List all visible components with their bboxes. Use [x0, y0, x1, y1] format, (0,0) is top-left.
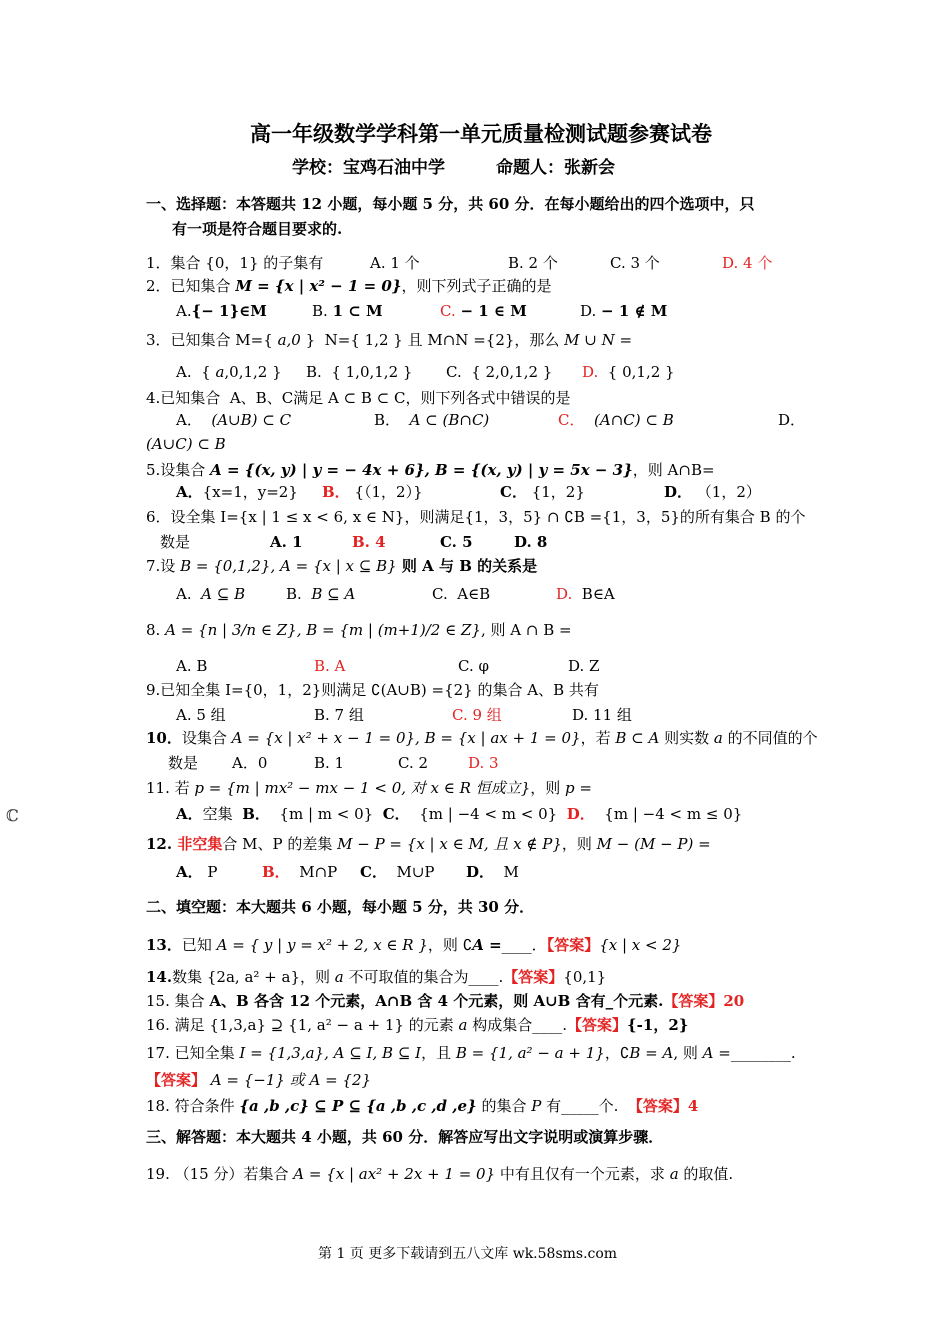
text-run: (A∪C) ⊂ B [146, 435, 226, 453]
text-run: , 则 A ∩ B = [480, 621, 572, 639]
text-line [146, 556, 537, 576]
text-line [360, 862, 435, 882]
text-run: 非空集 [177, 835, 223, 853]
text-run [584, 411, 594, 429]
text-run: A = [472, 936, 502, 954]
text-run: 的不同值的个 [722, 729, 818, 747]
text-run: C． [382, 805, 410, 823]
text-run: 有一项是符合题目要求的. [172, 220, 343, 238]
text-line [146, 728, 818, 748]
text-run: ，则下列式子正确的是 [401, 277, 552, 295]
text-line [146, 388, 571, 408]
text-run: 11. 若 [146, 779, 195, 797]
text-run: A = { y | y = x² + 2, x ∈ R } [216, 936, 428, 954]
text-line [232, 753, 267, 773]
text-run: 已知 [181, 936, 217, 954]
text-run: = [574, 779, 592, 797]
text-line [352, 532, 386, 552]
text-run: 【答案】 [146, 1071, 207, 1089]
text-run: D. [556, 585, 573, 603]
text-run: ，则 ∁ [427, 936, 473, 954]
text-run: 14. [146, 968, 173, 986]
text-run: B． [322, 483, 350, 501]
text-run: B. [286, 585, 312, 603]
text-run: A ⊂ (B∩C) [409, 411, 490, 429]
text-line [146, 507, 805, 527]
text-run: p = {m | mx² − mx − 1 < 0, 对 x ∈ R 恒成立} [194, 779, 531, 797]
text-run: D. 11 组 [572, 706, 632, 724]
text-run: D. Z [568, 657, 600, 675]
text-run: (A∪B) ⊂ C [211, 411, 292, 429]
text-line [146, 620, 572, 640]
text-line [580, 301, 667, 321]
text-line [146, 253, 323, 273]
text-run: M = {x | x² − 1 = 0} [235, 277, 402, 295]
text-run: {1，2} [526, 483, 585, 501]
text-run: 不可取值的集合为____. [343, 968, 504, 986]
text-run: 1．集合 {0，1} 的子集有 [146, 254, 324, 272]
text-run: B. [312, 302, 333, 320]
text-run: ，∁ [604, 1044, 630, 1062]
text-run: B． [242, 805, 270, 823]
text-run: (A∩C) ⊂ B [594, 411, 674, 429]
text-run: A = {n | 3/n ∈ Z}, B = {m | (m+1)/2 ∈ Z} [165, 621, 481, 639]
text-run: 数是 [160, 533, 191, 551]
text-line [370, 253, 420, 273]
text-run: 【答案】4 [627, 1097, 699, 1115]
text-run: ，则 [561, 835, 597, 853]
text-run: C. 3 个 [610, 254, 660, 272]
text-run: 二、填空题：本大题共 6 小题，每小题 5 分，共 30 分． [146, 898, 535, 916]
text-run: P [531, 1097, 542, 1115]
text-run: D. [582, 363, 599, 381]
text-line [722, 253, 772, 273]
text-line [146, 1096, 698, 1116]
text-line [146, 991, 744, 1011]
text-run: B ⊂ A [615, 729, 660, 747]
text-run: {a ,b ,c} ⊆ P ⊆ {a ,b ,c ,d ,e} [239, 1097, 477, 1115]
text-line [314, 753, 344, 773]
text-line [146, 778, 592, 798]
text-run: D. [580, 302, 602, 320]
text-run: {m | m < 0} [269, 805, 383, 823]
text-line [146, 897, 534, 917]
text-run: ，则 [530, 779, 566, 797]
text-line [176, 862, 218, 882]
text-line [452, 705, 502, 725]
text-run: A = {(x, y) | y = − 4x + 6}, B = {(x, y) | y = 5x − 3} [210, 461, 633, 479]
text-run: B. 1 [314, 754, 345, 772]
text-run: A ⊆ B [201, 585, 246, 603]
text-run: M [494, 863, 519, 881]
text-run: 数是 [168, 754, 199, 772]
text-line [314, 705, 364, 725]
text-line [146, 1127, 663, 1147]
text-line [466, 862, 519, 882]
exam-title: 高一年级数学学科第一单元质量检测试题参赛试卷 [250, 121, 712, 146]
text-run: 1 ⊂ M [332, 302, 383, 320]
text-run: M∪P [386, 863, 435, 881]
text-run: 7.设 [146, 557, 181, 575]
text-run: ，则 A∩B= [632, 461, 715, 479]
text-run: B. 7 组 [314, 706, 364, 724]
text-run: B. { 1,0,1,2 } [306, 363, 413, 381]
text-run: = [614, 331, 633, 349]
text-run: ,0,1,2 } [224, 363, 282, 381]
text-line [146, 434, 226, 454]
text-run: C． [558, 411, 585, 429]
text-line [398, 753, 428, 773]
text-run: B ⊆ A [311, 585, 356, 603]
text-run: D. 4 个 [722, 254, 773, 272]
text-line [582, 362, 675, 382]
text-run: ，若 [580, 729, 616, 747]
text-line [146, 1070, 371, 1090]
text-line [146, 460, 715, 480]
text-line [314, 656, 345, 676]
text-line [146, 194, 755, 214]
text-run: 2．已知集合 [146, 277, 236, 295]
text-run: 8. [146, 621, 166, 639]
text-run: 9.已知全集 I={0，1，2}则满足 ∁(A∪B) ={2} 的集合 A、B 共有 [146, 681, 599, 699]
text-line [374, 410, 489, 430]
text-line [306, 362, 412, 382]
text-run: A、B 各含 12 个元素，A∩B 含 4 个元素，则 A∪B 含有_个元素. [209, 992, 664, 1010]
margin-mark: ℂ [6, 806, 19, 825]
text-run: 12. [146, 835, 178, 853]
text-run: A. [176, 585, 202, 603]
text-run: {m | −4 < m ≤ 0} [594, 805, 743, 823]
text-run: 数集 {2a, a² + a}，则 [172, 968, 335, 986]
text-line [176, 804, 742, 824]
text-run: a [458, 1016, 468, 1034]
text-run: − 1 ∈ M [460, 302, 527, 320]
text-run: 10． [146, 729, 182, 747]
text-run: 则实数 [659, 729, 714, 747]
text-run: A． [176, 863, 203, 881]
text-line [172, 219, 342, 239]
text-run: A = {x | ax² + 2x + 1 = 0} [293, 1165, 496, 1183]
text-run: B = {0,1,2}, A = {x | x ⊆ B} [180, 557, 397, 575]
text-run: C. 9 组 [452, 706, 502, 724]
text-run: p [565, 779, 575, 797]
text-line [558, 410, 674, 430]
text-run: 5.设集合 [146, 461, 211, 479]
text-line [468, 753, 499, 773]
text-run: {− 1}∈M [191, 302, 267, 320]
page-footer: 第 1 页 更多下载请到五八文库 wk.58sms.com [318, 1246, 618, 1262]
text-line [146, 1043, 796, 1063]
text-run: {x=1，y=2} [202, 483, 298, 501]
text-run: M ∪ N [564, 331, 615, 349]
text-run: A． [176, 805, 203, 823]
text-line [432, 584, 490, 604]
text-line [176, 410, 291, 430]
text-run: a [334, 968, 344, 986]
text-run: 3．已知集合 M={ [146, 331, 278, 349]
text-run: 三、解答题：本大题共 4 小题，共 60 分．解答应写出文字说明或演算步骤． [146, 1128, 664, 1146]
text-run: C. 5 [440, 533, 473, 551]
text-run: ____． [501, 936, 547, 954]
text-run: B = A [629, 1044, 674, 1062]
exam-subtitle: 学校：宝鸡石油中学 命题人：张新会 [292, 158, 615, 178]
text-run: a [215, 363, 225, 381]
text-run: 的取值. [678, 1165, 734, 1183]
text-run: 18. 符合条件 [146, 1097, 240, 1115]
text-run: M − (M − P) = [596, 835, 711, 853]
text-line [176, 705, 226, 725]
text-line [146, 330, 632, 350]
text-run: I = {1,3,a}, A ⊆ I, B ⊆ I [239, 1044, 422, 1062]
text-run: 一、选择题：本答题共 12 小题，每小题 5 分，共 60 分．在每小题给出的四个选项中，只 [146, 195, 755, 213]
text-run: a [669, 1165, 679, 1183]
text-run: M∩P [289, 863, 338, 881]
text-run: C. φ [458, 657, 489, 675]
text-line [176, 656, 207, 676]
text-run: A = [702, 1044, 731, 1062]
text-run: A. 1 个 [370, 254, 420, 272]
text-run: ，且 [421, 1044, 456, 1062]
text-run: 构成集合____. [467, 1016, 568, 1034]
text-run: } N={ 1,2 } 且 M∩N ={2}，那么 [300, 331, 565, 349]
text-run: D． [664, 483, 693, 501]
text-line [146, 1164, 733, 1184]
text-run: 则 A 与 B 的关系是 [396, 557, 538, 575]
text-run: A. { [176, 363, 216, 381]
text-line [146, 680, 599, 700]
text-run: 15. 集合 [146, 992, 210, 1010]
text-run: , 则 [673, 1044, 703, 1062]
text-run: B∈A [572, 585, 615, 603]
text-run: {x | x < 2} [599, 936, 682, 954]
text-line [168, 753, 198, 773]
text-run: A. [176, 302, 192, 320]
text-run: B． [374, 411, 410, 429]
text-run: 设集合 [181, 729, 232, 747]
text-run: B． [262, 863, 290, 881]
text-run: A． [176, 411, 212, 429]
text-run: D． [778, 411, 806, 429]
text-run: 17. 已知全集 [146, 1044, 240, 1062]
text-run: a [713, 729, 723, 747]
text-run: B = {1, a² − a + 1} [455, 1044, 605, 1062]
text-line [146, 834, 711, 854]
text-run: A．0 [232, 754, 268, 772]
text-run: 【答案】 [503, 968, 564, 986]
text-run: （1，2） [692, 483, 761, 501]
text-line [446, 362, 552, 382]
text-run: A. 5 组 [176, 706, 226, 724]
text-run: 合 M、P 的差集 [222, 835, 338, 853]
text-run: − 1 ∉ M [601, 302, 668, 320]
text-run: A. B [176, 657, 208, 675]
text-line [610, 253, 660, 273]
text-line [568, 656, 599, 676]
text-run: B. 4 [352, 533, 386, 551]
text-run: 【答案】20 [663, 992, 745, 1010]
text-run: B. 2 个 [508, 254, 558, 272]
text-run: C. [440, 302, 461, 320]
text-run: {（1，2）} [349, 483, 423, 501]
text-line [176, 482, 298, 502]
text-line [458, 656, 489, 676]
text-line [514, 532, 547, 552]
text-run: {m | −4 < m < 0} [409, 805, 567, 823]
text-run: {0,1} [563, 968, 607, 986]
text-run: A. 1 [270, 533, 303, 551]
text-run: C. A∈B [432, 585, 491, 603]
text-run: D． [566, 805, 595, 823]
text-run: 19. （15 分）若集合 [146, 1165, 294, 1183]
text-line [572, 705, 632, 725]
text-line [778, 410, 805, 430]
text-run: { 0,1,2 } [598, 363, 675, 381]
text-run: 的集合 [476, 1097, 532, 1115]
text-run: 4.已知集合 A、B、C满足 A ⊂ B ⊂ C，则下列各式中错误的是 [146, 389, 571, 407]
text-line [270, 532, 303, 552]
text-line [556, 584, 615, 604]
text-run: 空集 [202, 805, 243, 823]
text-run: C. { 2,0,1,2 } [446, 363, 553, 381]
text-line [262, 862, 337, 882]
text-run: C. 2 [398, 754, 429, 772]
text-run: 6．设全集 I={x | 1 ≤ x < 6, x ∈ N}，则满足{1，3，5} ∩ ∁B ={1，3，5}的所有集合 B 的个 [146, 508, 806, 526]
text-line [176, 584, 245, 604]
text-run: 13． [146, 936, 182, 954]
text-line [146, 1015, 688, 1035]
text-run: 【答案】 [567, 1016, 628, 1034]
text-line [146, 967, 606, 987]
text-run: C． [360, 863, 387, 881]
text-line [508, 253, 558, 273]
text-run: P [202, 863, 218, 881]
text-line [322, 482, 423, 502]
text-line [440, 532, 473, 552]
text-run: 中有且仅有一个元素，求 [495, 1165, 670, 1183]
text-line [146, 935, 681, 955]
text-line [664, 482, 761, 502]
text-run: A = {−1} 或 A = {2} [210, 1071, 372, 1089]
text-run: C． [500, 483, 527, 501]
text-run: D． [466, 863, 495, 881]
text-run: M − P = {x | x ∈ M, 且 x ∉ P} [337, 835, 562, 853]
text-line [176, 301, 267, 321]
text-line [176, 362, 282, 382]
text-run: A = {x | x² + x − 1 = 0}, B = {x | ax + 1 = 0} [231, 729, 581, 747]
text-line [440, 301, 527, 321]
text-run: {-1，2} [627, 1016, 689, 1034]
text-run: 有_____个. [541, 1097, 628, 1115]
text-run: a,0 [277, 331, 301, 349]
text-run: D. 3 [468, 754, 499, 772]
text-run: B. A [314, 657, 346, 675]
text-line [286, 584, 355, 604]
text-run: D. 8 [514, 533, 548, 551]
text-run: ________. [730, 1044, 796, 1062]
text-line [146, 276, 552, 296]
text-line [160, 532, 190, 552]
text-run: A． [176, 483, 203, 501]
text-line [312, 301, 383, 321]
text-line [500, 482, 585, 502]
text-run: 【答案】 [546, 936, 600, 954]
text-run: 16. 满足 {1,3,a} ⊇ {1, a² − a + 1} 的元素 [146, 1016, 459, 1034]
